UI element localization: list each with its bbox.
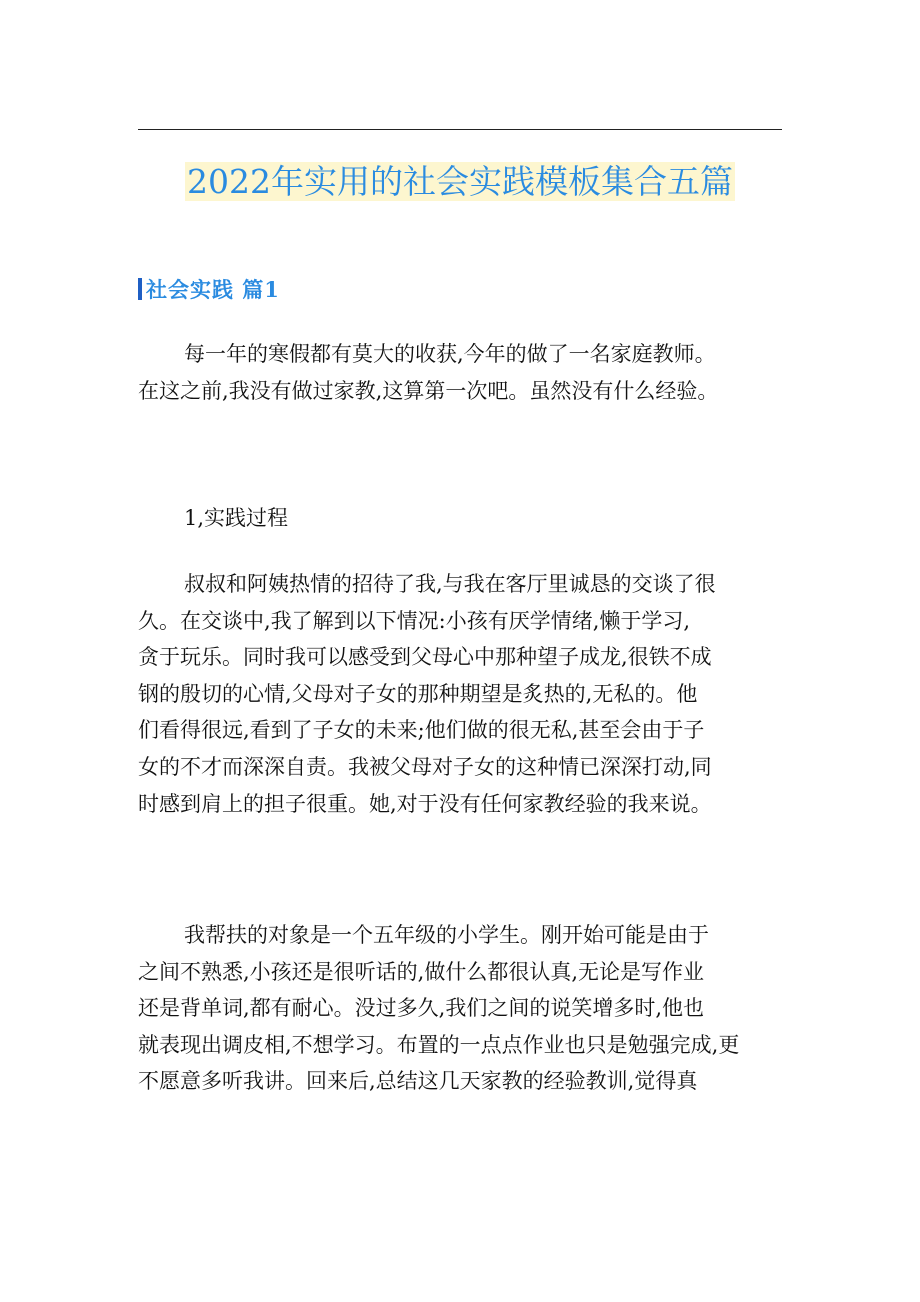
text-line: 每一年的寒假都有莫大的收获,今年的做了一名家庭教师。 <box>184 342 716 366</box>
top-divider <box>138 129 782 130</box>
paragraph-reception <box>138 566 782 822</box>
text-line: 们看得很远,看到了子女的未来;他们做的很无私,甚至会由于子 <box>138 718 705 743</box>
text-line: 叔叔和阿姨热情的招待了我,与我在客厅里诚恳的交谈了很 <box>184 572 716 596</box>
paragraph-intro <box>138 336 782 409</box>
section-heading <box>138 272 280 306</box>
text-line: 时感到肩上的担子很重。她,对于没有任何家教经验的我来说。 <box>138 791 712 816</box>
paragraph-student <box>138 917 782 1100</box>
text-line: 不愿意多听我讲。回来后,总结这几天家教的经验教训,觉得真 <box>138 1069 698 1094</box>
document-title <box>0 160 920 204</box>
text-line: 在这之前,我没有做过家教,这算第一次吧。虽然没有什么经验。 <box>138 378 719 403</box>
text-line: 钢的殷切的心情,父母对子女的那种期望是炙热的,无私的。他 <box>138 681 698 706</box>
text-line: 就表现出调皮相,不想学习。布置的一点点作业也只是勉强完成,更 <box>138 1032 740 1057</box>
text-line: 还是背单词,都有耐心。没过多久,我们之间的说笑增多时,他也 <box>138 996 705 1021</box>
text-line: 之间不熟悉,小孩还是很听话的,做什么都很认真,无论是写作业 <box>138 959 705 984</box>
text-line: 我帮扶的对象是一个五年级的小学生。刚开始可能是由于 <box>184 923 709 947</box>
subheading-practice-process <box>138 500 782 537</box>
text-line: 久。在交谈中,我了解到以下情况:小孩有厌学情绪,懒于学习, <box>138 608 691 633</box>
heading-marker-bar <box>138 278 142 300</box>
document-title-text: 2022年实用的社会实践模板集合五篇 <box>187 162 733 201</box>
text-line: 贪于玩乐。同时我可以感受到父母心中那种望子成龙,很铁不成 <box>138 645 712 670</box>
text-line: 女的不才而深深自责。我被父母对子女的这种情已深深打动,同 <box>138 754 712 779</box>
subheading-text: 1,实践过程 <box>184 506 289 530</box>
section-heading-text: 社会实践 篇1 <box>146 277 280 302</box>
